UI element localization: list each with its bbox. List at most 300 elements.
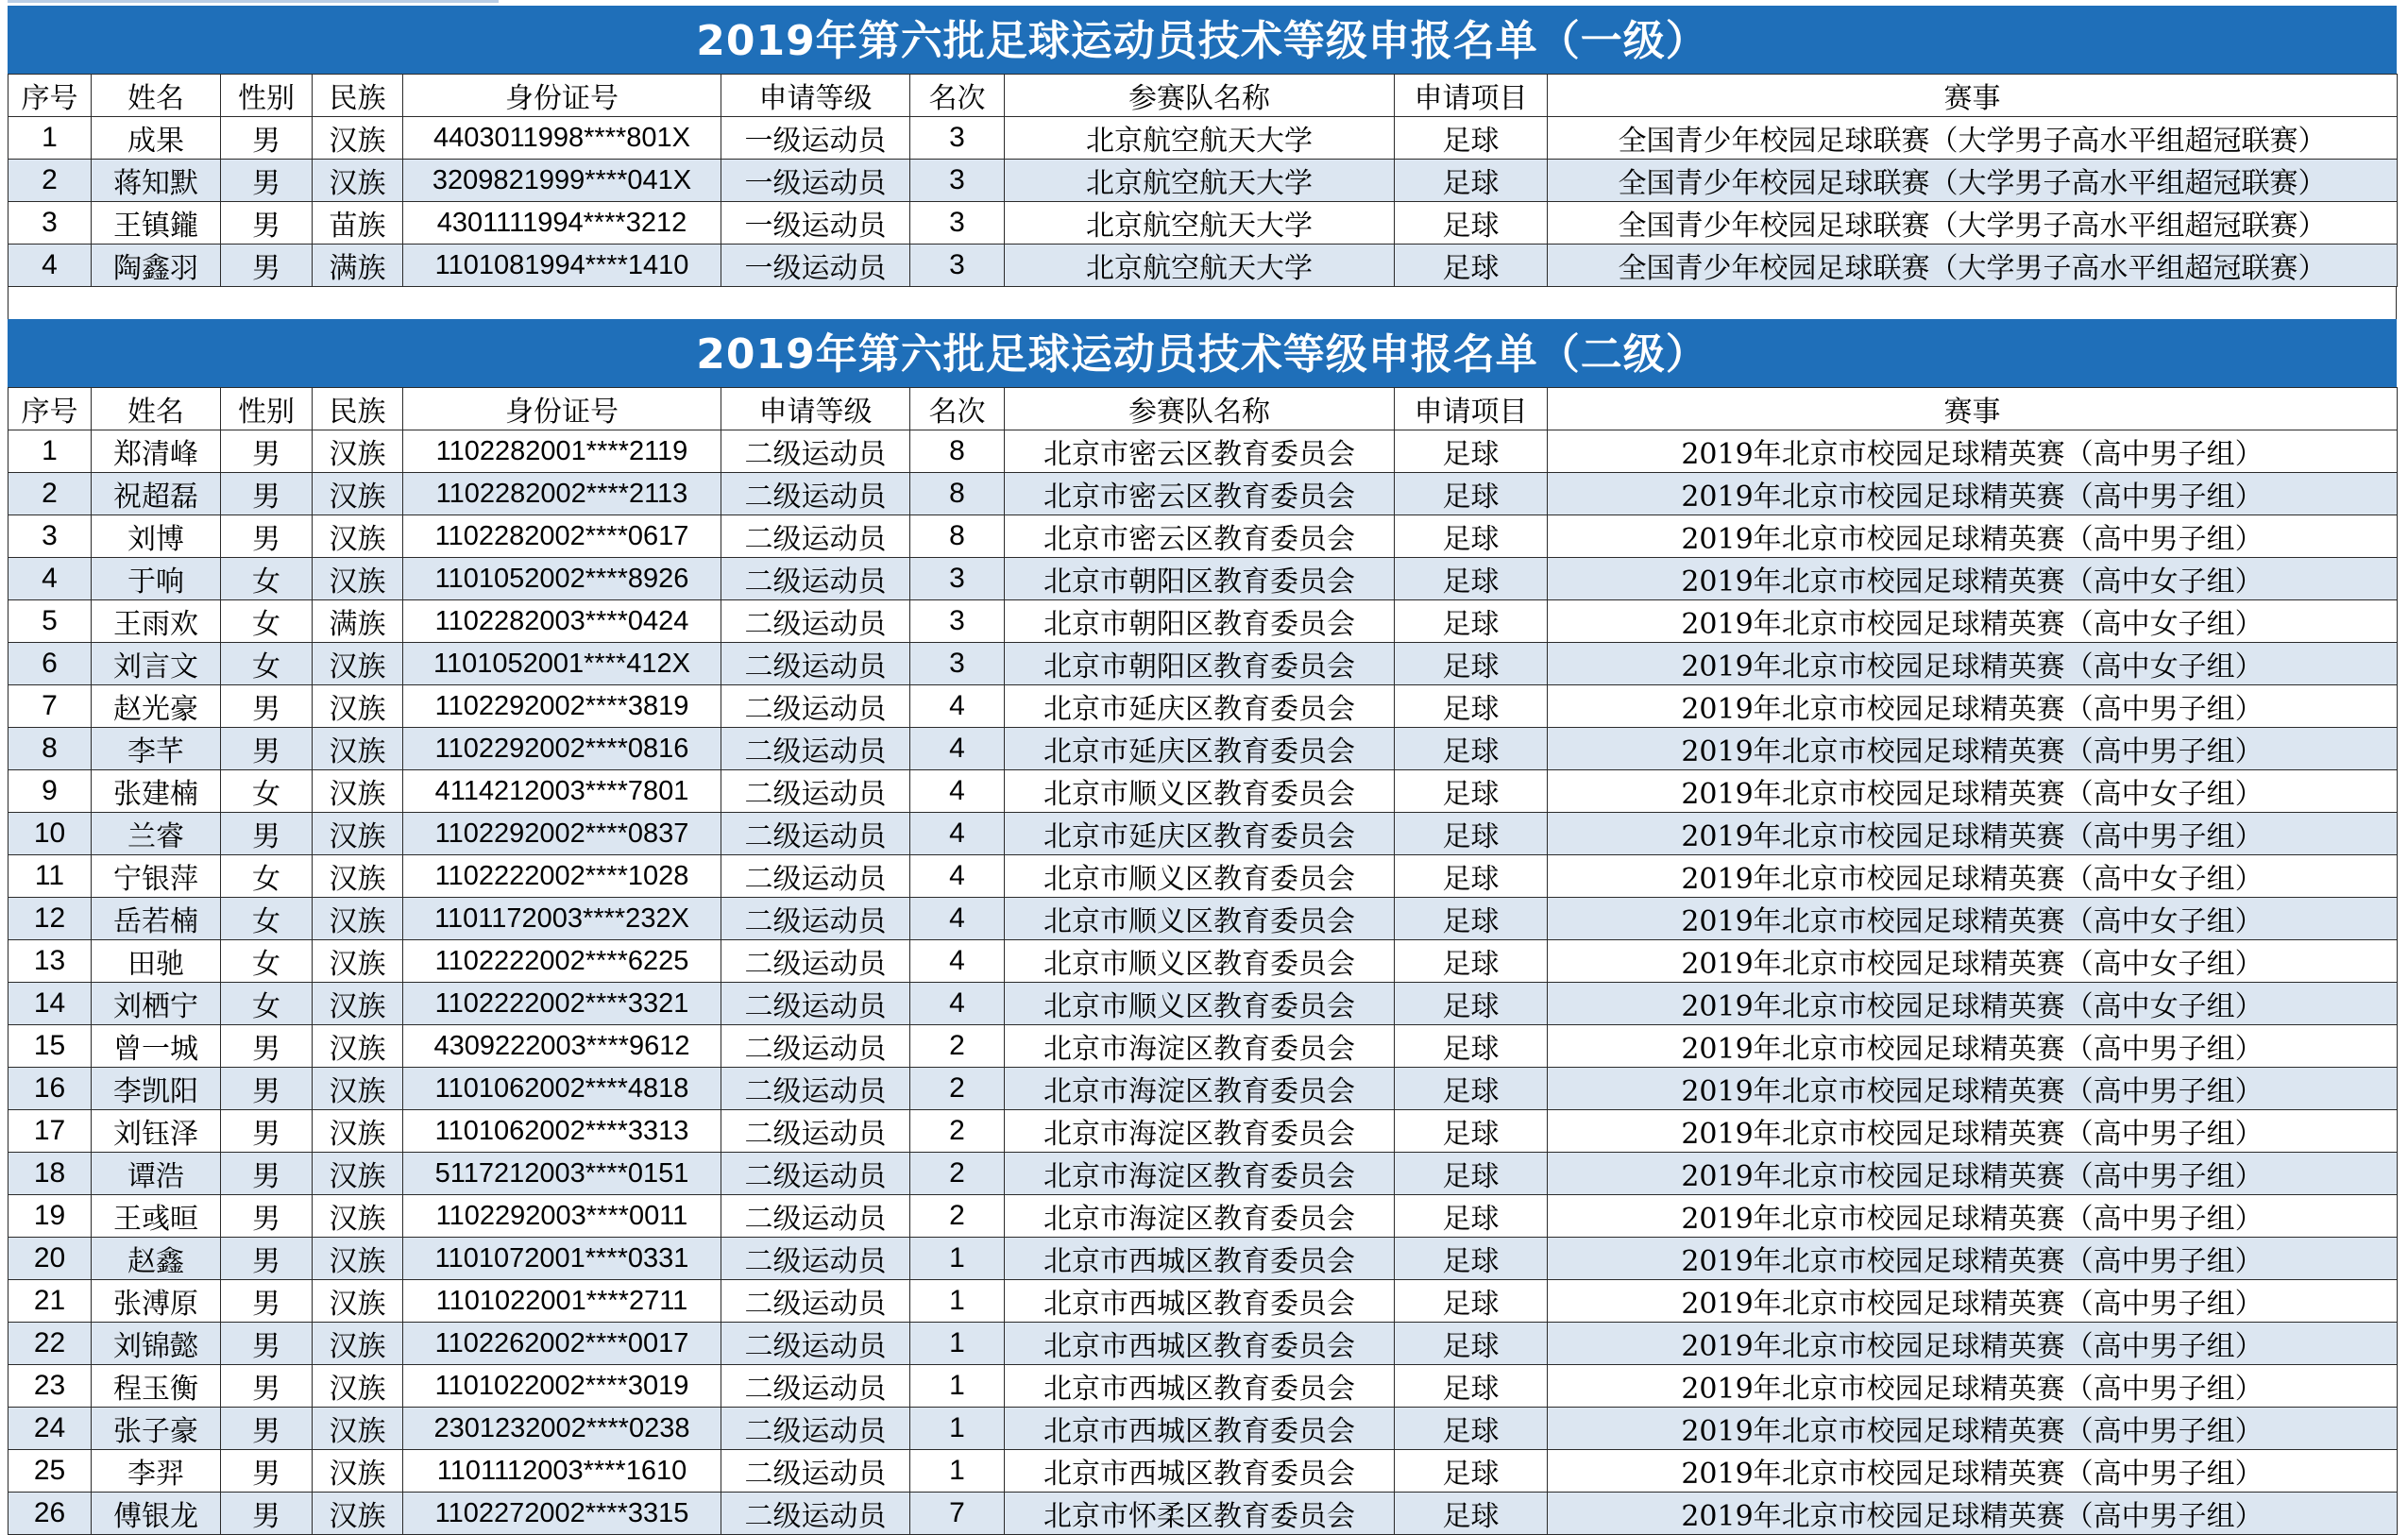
cell-event: 足球 <box>1395 1153 1548 1195</box>
cell-ethnicity: 汉族 <box>313 898 403 940</box>
column-header-ethnicity: 民族 <box>313 75 403 117</box>
column-header-name: 姓名 <box>92 75 221 117</box>
column-header-competition: 赛事 <box>1548 75 2398 117</box>
cell-ethnicity: 汉族 <box>313 940 403 983</box>
column-header-id-number: 身份证号 <box>403 388 721 430</box>
cell-level: 二级运动员 <box>721 1323 910 1365</box>
cell-competition: 2019年北京市校园足球精英赛（高中男子组） <box>1548 1450 2398 1493</box>
cell-seq: 23 <box>8 1365 92 1408</box>
cell-event: 足球 <box>1395 983 1548 1025</box>
cell-level: 二级运动员 <box>721 685 910 728</box>
cell-team: 北京市西城区教育委员会 <box>1005 1408 1395 1450</box>
cell-ethnicity: 汉族 <box>313 1153 403 1195</box>
cell-event: 足球 <box>1395 1280 1548 1323</box>
cell-id-number: 5117212003****0151 <box>403 1153 721 1195</box>
cell-gender: 男 <box>221 1323 313 1365</box>
cell-seq: 3 <box>8 202 92 245</box>
cell-ethnicity: 汉族 <box>313 117 403 160</box>
cell-id-number: 1101022002****3019 <box>403 1365 721 1408</box>
cell-level: 二级运动员 <box>721 855 910 898</box>
cell-gender: 男 <box>221 160 313 202</box>
cell-level: 二级运动员 <box>721 728 910 770</box>
cell-rank: 3 <box>910 245 1005 287</box>
cell-level: 二级运动员 <box>721 473 910 515</box>
cell-competition: 2019年北京市校园足球精英赛（高中男子组） <box>1548 685 2398 728</box>
cell-ethnicity: 汉族 <box>313 1238 403 1280</box>
cell-team: 北京市海淀区教育委员会 <box>1005 1195 1395 1238</box>
cell-team: 北京市西城区教育委员会 <box>1005 1323 1395 1365</box>
cell-id-number: 1102282001****2119 <box>403 430 721 473</box>
table-row <box>8 855 2398 898</box>
cell-rank: 8 <box>910 430 1005 473</box>
cell-rank: 4 <box>910 813 1005 855</box>
section2-table <box>8 387 2398 1535</box>
cell-id-number: 1101052001****412X <box>403 643 721 685</box>
cell-id-number: 1101052002****8926 <box>403 558 721 600</box>
cell-team: 北京航空航天大学 <box>1005 245 1395 287</box>
cell-team: 北京市密云区教育委员会 <box>1005 473 1395 515</box>
cell-event: 足球 <box>1395 1493 1548 1535</box>
column-header-team: 参赛队名称 <box>1005 388 1395 430</box>
cell-seq: 3 <box>8 515 92 558</box>
cell-gender: 男 <box>221 1365 313 1408</box>
cell-level: 二级运动员 <box>721 1450 910 1493</box>
cell-id-number: 1102292002****0837 <box>403 813 721 855</box>
cell-team: 北京市密云区教育委员会 <box>1005 430 1395 473</box>
cell-team: 北京市顺义区教育委员会 <box>1005 898 1395 940</box>
cell-id-number: 1102282002****0617 <box>403 515 721 558</box>
cell-name: 谭浩 <box>92 1153 221 1195</box>
cell-event: 足球 <box>1395 117 1548 160</box>
cell-team: 北京市海淀区教育委员会 <box>1005 1110 1395 1153</box>
cell-seq: 25 <box>8 1450 92 1493</box>
cell-seq: 12 <box>8 898 92 940</box>
cell-competition: 2019年北京市校园足球精英赛（高中男子组） <box>1548 1025 2398 1068</box>
cell-gender: 男 <box>221 1153 313 1195</box>
cell-seq: 20 <box>8 1238 92 1280</box>
cell-seq: 5 <box>8 600 92 643</box>
cell-event: 足球 <box>1395 898 1548 940</box>
cell-ethnicity: 汉族 <box>313 1493 403 1535</box>
cell-seq: 8 <box>8 728 92 770</box>
cell-competition: 2019年北京市校园足球精英赛（高中男子组） <box>1548 1323 2398 1365</box>
cell-seq: 14 <box>8 983 92 1025</box>
cell-ethnicity: 汉族 <box>313 770 403 813</box>
cell-gender: 男 <box>221 1025 313 1068</box>
cell-rank: 1 <box>910 1280 1005 1323</box>
section-spacer <box>8 287 2397 319</box>
cell-event: 足球 <box>1395 600 1548 643</box>
section1-body <box>8 117 2398 287</box>
cell-gender: 男 <box>221 1280 313 1323</box>
cell-team: 北京市朝阳区教育委员会 <box>1005 600 1395 643</box>
section2-title: 2019年第六批足球运动员技术等级申报名单（二级） <box>8 319 2397 387</box>
cell-team: 北京市西城区教育委员会 <box>1005 1450 1395 1493</box>
cell-level: 一级运动员 <box>721 202 910 245</box>
column-header-event: 申请项目 <box>1395 75 1548 117</box>
cell-level: 二级运动员 <box>721 643 910 685</box>
cell-seq: 4 <box>8 245 92 287</box>
cell-level: 二级运动员 <box>721 515 910 558</box>
cell-id-number: 1101022001****2711 <box>403 1280 721 1323</box>
cell-name: 宁银萍 <box>92 855 221 898</box>
cell-level: 一级运动员 <box>721 245 910 287</box>
cell-level: 二级运动员 <box>721 600 910 643</box>
cell-gender: 男 <box>221 430 313 473</box>
cell-id-number: 1102222002****3321 <box>403 983 721 1025</box>
cell-team: 北京市海淀区教育委员会 <box>1005 1153 1395 1195</box>
cell-competition: 2019年北京市校园足球精英赛（高中男子组） <box>1548 1365 2398 1408</box>
cell-name: 陶鑫羽 <box>92 245 221 287</box>
cell-rank: 2 <box>910 1110 1005 1153</box>
cell-level: 二级运动员 <box>721 1153 910 1195</box>
cell-competition: 2019年北京市校园足球精英赛（高中女子组） <box>1548 643 2398 685</box>
cell-competition: 2019年北京市校园足球精英赛（高中男子组） <box>1548 1408 2398 1450</box>
cell-competition: 2019年北京市校园足球精英赛（高中男子组） <box>1548 1195 2398 1238</box>
cell-gender: 女 <box>221 558 313 600</box>
cell-id-number: 1102292002****3819 <box>403 685 721 728</box>
cell-competition: 2019年北京市校园足球精英赛（高中男子组） <box>1548 1153 2398 1195</box>
cell-level: 二级运动员 <box>721 1280 910 1323</box>
cell-rank: 4 <box>910 728 1005 770</box>
cell-gender: 男 <box>221 245 313 287</box>
table-row <box>8 1280 2398 1323</box>
cell-level: 二级运动员 <box>721 1110 910 1153</box>
cell-id-number: 1101081994****1410 <box>403 245 721 287</box>
cell-id-number: 4309222003****9612 <box>403 1025 721 1068</box>
cell-gender: 女 <box>221 940 313 983</box>
column-header-competition: 赛事 <box>1548 388 2398 430</box>
cell-level: 二级运动员 <box>721 1195 910 1238</box>
cell-gender: 男 <box>221 813 313 855</box>
cell-ethnicity: 汉族 <box>313 643 403 685</box>
cell-team: 北京航空航天大学 <box>1005 160 1395 202</box>
cell-team: 北京市延庆区教育委员会 <box>1005 728 1395 770</box>
cell-id-number: 2301232002****0238 <box>403 1408 721 1450</box>
cell-rank: 8 <box>910 515 1005 558</box>
column-header-gender: 性别 <box>221 75 313 117</box>
cell-team: 北京市怀柔区教育委员会 <box>1005 1493 1395 1535</box>
cell-team: 北京市西城区教育委员会 <box>1005 1238 1395 1280</box>
cell-event: 足球 <box>1395 770 1548 813</box>
cell-rank: 4 <box>910 855 1005 898</box>
cell-team: 北京市密云区教育委员会 <box>1005 515 1395 558</box>
cell-competition: 全国青少年校园足球联赛（大学男子高水平组超冠联赛） <box>1548 160 2398 202</box>
cell-team: 北京市西城区教育委员会 <box>1005 1280 1395 1323</box>
cell-seq: 1 <box>8 430 92 473</box>
cell-seq: 13 <box>8 940 92 983</box>
cell-event: 足球 <box>1395 855 1548 898</box>
cell-gender: 女 <box>221 983 313 1025</box>
cell-level: 二级运动员 <box>721 1025 910 1068</box>
cell-id-number: 1102272002****3315 <box>403 1493 721 1535</box>
cell-team: 北京航空航天大学 <box>1005 117 1395 160</box>
table-row <box>8 685 2398 728</box>
cell-name: 李凯阳 <box>92 1068 221 1110</box>
cell-competition: 全国青少年校园足球联赛（大学男子高水平组超冠联赛） <box>1548 117 2398 160</box>
cell-event: 足球 <box>1395 515 1548 558</box>
cell-ethnicity: 汉族 <box>313 983 403 1025</box>
cell-name: 程玉衡 <box>92 1365 221 1408</box>
cell-event: 足球 <box>1395 1450 1548 1493</box>
table-row <box>8 1408 2398 1450</box>
cell-id-number: 1101172003****232X <box>403 898 721 940</box>
cell-name: 郑清峰 <box>92 430 221 473</box>
cell-ethnicity: 汉族 <box>313 1068 403 1110</box>
cell-gender: 男 <box>221 728 313 770</box>
column-header-gender: 性别 <box>221 388 313 430</box>
cell-level: 二级运动员 <box>721 430 910 473</box>
cell-rank: 7 <box>910 1493 1005 1535</box>
table-row <box>8 1365 2398 1408</box>
cell-id-number: 1101072001****0331 <box>403 1238 721 1280</box>
section2-body <box>8 430 2398 1535</box>
table-row <box>8 1110 2398 1153</box>
column-header-name: 姓名 <box>92 388 221 430</box>
cell-level: 二级运动员 <box>721 1068 910 1110</box>
cell-id-number: 1102222002****1028 <box>403 855 721 898</box>
cell-ethnicity: 苗族 <box>313 202 403 245</box>
cell-name: 于响 <box>92 558 221 600</box>
cell-seq: 16 <box>8 1068 92 1110</box>
cell-team: 北京市顺义区教育委员会 <box>1005 770 1395 813</box>
cell-event: 足球 <box>1395 1110 1548 1153</box>
cell-ethnicity: 汉族 <box>313 430 403 473</box>
cell-name: 赵鑫 <box>92 1238 221 1280</box>
cell-gender: 女 <box>221 855 313 898</box>
cell-ethnicity: 汉族 <box>313 685 403 728</box>
cell-rank: 1 <box>910 1450 1005 1493</box>
cell-seq: 22 <box>8 1323 92 1365</box>
cell-seq: 1 <box>8 117 92 160</box>
cell-ethnicity: 汉族 <box>313 473 403 515</box>
cell-event: 足球 <box>1395 685 1548 728</box>
cell-level: 二级运动员 <box>721 1408 910 1450</box>
cell-gender: 女 <box>221 643 313 685</box>
cell-event: 足球 <box>1395 813 1548 855</box>
cell-name: 张溥原 <box>92 1280 221 1323</box>
cell-level: 二级运动员 <box>721 770 910 813</box>
cell-event: 足球 <box>1395 202 1548 245</box>
cell-name: 岳若楠 <box>92 898 221 940</box>
cell-event: 足球 <box>1395 473 1548 515</box>
section2-header-row <box>8 388 2398 430</box>
cell-name: 刘栖宁 <box>92 983 221 1025</box>
table-row <box>8 245 2398 287</box>
cell-id-number: 1102282002****2113 <box>403 473 721 515</box>
cell-competition: 2019年北京市校园足球精英赛（高中男子组） <box>1548 1280 2398 1323</box>
cell-rank: 3 <box>910 600 1005 643</box>
cell-competition: 2019年北京市校园足球精英赛（高中男子组） <box>1548 728 2398 770</box>
table-row <box>8 898 2398 940</box>
table-row <box>8 202 2398 245</box>
cell-ethnicity: 汉族 <box>313 1280 403 1323</box>
cell-team: 北京市朝阳区教育委员会 <box>1005 558 1395 600</box>
cell-ethnicity: 汉族 <box>313 515 403 558</box>
cell-name: 傅银龙 <box>92 1493 221 1535</box>
cell-name: 兰睿 <box>92 813 221 855</box>
cell-gender: 女 <box>221 600 313 643</box>
cell-rank: 3 <box>910 558 1005 600</box>
cell-id-number: 3209821999****041X <box>403 160 721 202</box>
cell-name: 成果 <box>92 117 221 160</box>
cell-ethnicity: 汉族 <box>313 1323 403 1365</box>
cell-name: 赵光豪 <box>92 685 221 728</box>
cell-gender: 女 <box>221 898 313 940</box>
cell-competition: 2019年北京市校园足球精英赛（高中男子组） <box>1548 1110 2398 1153</box>
cell-competition: 2019年北京市校园足球精英赛（高中男子组） <box>1548 1493 2398 1535</box>
table-row <box>8 1493 2398 1535</box>
column-header-level: 申请等级 <box>721 75 910 117</box>
cell-level: 一级运动员 <box>721 160 910 202</box>
cell-seq: 2 <box>8 160 92 202</box>
table-row <box>8 1153 2398 1195</box>
column-header-event: 申请项目 <box>1395 388 1548 430</box>
cell-ethnicity: 汉族 <box>313 813 403 855</box>
cell-team: 北京市西城区教育委员会 <box>1005 1365 1395 1408</box>
cell-level: 二级运动员 <box>721 898 910 940</box>
table-row <box>8 117 2398 160</box>
cell-name: 王雨欢 <box>92 600 221 643</box>
cell-level: 二级运动员 <box>721 1238 910 1280</box>
cell-gender: 男 <box>221 515 313 558</box>
cell-level: 二级运动员 <box>721 940 910 983</box>
spreadsheet <box>8 0 2397 1535</box>
cell-rank: 4 <box>910 685 1005 728</box>
cell-id-number: 1102282003****0424 <box>403 600 721 643</box>
cell-gender: 男 <box>221 1493 313 1535</box>
cell-event: 足球 <box>1395 940 1548 983</box>
cell-competition: 2019年北京市校园足球精英赛（高中女子组） <box>1548 983 2398 1025</box>
cell-competition: 2019年北京市校园足球精英赛（高中男子组） <box>1548 1238 2398 1280</box>
table-row <box>8 1195 2398 1238</box>
cell-gender: 男 <box>221 117 313 160</box>
cell-competition: 2019年北京市校园足球精英赛（高中男子组） <box>1548 473 2398 515</box>
column-header-level: 申请等级 <box>721 388 910 430</box>
cell-rank: 4 <box>910 983 1005 1025</box>
cell-name: 李羿 <box>92 1450 221 1493</box>
cell-seq: 19 <box>8 1195 92 1238</box>
cell-level: 二级运动员 <box>721 1365 910 1408</box>
table-row <box>8 430 2398 473</box>
table-row <box>8 558 2398 600</box>
cell-rank: 4 <box>910 770 1005 813</box>
cell-gender: 男 <box>221 1195 313 1238</box>
cell-competition: 全国青少年校园足球联赛（大学男子高水平组超冠联赛） <box>1548 202 2398 245</box>
cell-competition: 2019年北京市校园足球精英赛（高中女子组） <box>1548 940 2398 983</box>
section1-header-row <box>8 75 2398 117</box>
section1-table <box>8 74 2398 287</box>
table-row <box>8 1238 2398 1280</box>
cell-id-number: 4114212003****7801 <box>403 770 721 813</box>
cell-rank: 4 <box>910 940 1005 983</box>
cell-name: 刘锦懿 <box>92 1323 221 1365</box>
column-header-seq: 序号 <box>8 388 92 430</box>
cell-team: 北京市海淀区教育委员会 <box>1005 1068 1395 1110</box>
cell-level: 二级运动员 <box>721 983 910 1025</box>
cell-rank: 3 <box>910 117 1005 160</box>
cell-competition: 2019年北京市校园足球精英赛（高中女子组） <box>1548 600 2398 643</box>
cell-rank: 2 <box>910 1068 1005 1110</box>
cell-rank: 3 <box>910 160 1005 202</box>
cell-event: 足球 <box>1395 1195 1548 1238</box>
table-row <box>8 813 2398 855</box>
cell-competition: 2019年北京市校园足球精英赛（高中男子组） <box>1548 813 2398 855</box>
table-row <box>8 600 2398 643</box>
cell-ethnicity: 汉族 <box>313 1450 403 1493</box>
cell-name: 张子豪 <box>92 1408 221 1450</box>
cell-rank: 1 <box>910 1323 1005 1365</box>
cell-competition: 2019年北京市校园足球精英赛（高中女子组） <box>1548 855 2398 898</box>
table-row <box>8 1450 2398 1493</box>
cell-name: 王镇鑨 <box>92 202 221 245</box>
cell-ethnicity: 汉族 <box>313 160 403 202</box>
cell-id-number: 1102262002****0017 <box>403 1323 721 1365</box>
table-row <box>8 643 2398 685</box>
cell-seq: 9 <box>8 770 92 813</box>
cell-seq: 4 <box>8 558 92 600</box>
cell-rank: 1 <box>910 1238 1005 1280</box>
cell-name: 刘言文 <box>92 643 221 685</box>
cell-gender: 女 <box>221 770 313 813</box>
cell-id-number: 4403011998****801X <box>403 117 721 160</box>
cell-level: 二级运动员 <box>721 1493 910 1535</box>
cell-event: 足球 <box>1395 1323 1548 1365</box>
table-row <box>8 160 2398 202</box>
cell-id-number: 1101062002****3313 <box>403 1110 721 1153</box>
cell-event: 足球 <box>1395 728 1548 770</box>
cell-ethnicity: 汉族 <box>313 1195 403 1238</box>
cell-name: 王彧晅 <box>92 1195 221 1238</box>
cell-competition: 2019年北京市校园足球精英赛（高中男子组） <box>1548 515 2398 558</box>
cell-team: 北京市顺义区教育委员会 <box>1005 855 1395 898</box>
table-row <box>8 770 2398 813</box>
cell-ethnicity: 汉族 <box>313 1110 403 1153</box>
cell-rank: 1 <box>910 1365 1005 1408</box>
cell-seq: 24 <box>8 1408 92 1450</box>
column-header-rank: 名次 <box>910 75 1005 117</box>
cell-rank: 2 <box>910 1153 1005 1195</box>
cell-ethnicity: 汉族 <box>313 1408 403 1450</box>
cell-rank: 8 <box>910 473 1005 515</box>
cell-name: 刘博 <box>92 515 221 558</box>
cell-team: 北京市延庆区教育委员会 <box>1005 813 1395 855</box>
cell-event: 足球 <box>1395 1025 1548 1068</box>
cell-name: 田驰 <box>92 940 221 983</box>
cell-id-number: 1102292002****0816 <box>403 728 721 770</box>
cell-competition: 2019年北京市校园足球精英赛（高中女子组） <box>1548 558 2398 600</box>
cell-id-number: 1102292003****0011 <box>403 1195 721 1238</box>
cell-team: 北京市朝阳区教育委员会 <box>1005 643 1395 685</box>
cell-gender: 男 <box>221 685 313 728</box>
cell-ethnicity: 汉族 <box>313 728 403 770</box>
column-header-seq: 序号 <box>8 75 92 117</box>
cell-gender: 男 <box>221 1408 313 1450</box>
cell-team: 北京市海淀区教育委员会 <box>1005 1025 1395 1068</box>
cell-id-number: 1102222002****6225 <box>403 940 721 983</box>
table-row <box>8 1068 2398 1110</box>
cell-level: 二级运动员 <box>721 813 910 855</box>
cell-gender: 男 <box>221 202 313 245</box>
cell-event: 足球 <box>1395 1408 1548 1450</box>
column-header-id-number: 身份证号 <box>403 75 721 117</box>
cell-rank: 3 <box>910 202 1005 245</box>
cell-ethnicity: 汉族 <box>313 1025 403 1068</box>
cell-rank: 2 <box>910 1195 1005 1238</box>
cell-team: 北京市顺义区教育委员会 <box>1005 940 1395 983</box>
cell-event: 足球 <box>1395 558 1548 600</box>
cell-seq: 21 <box>8 1280 92 1323</box>
